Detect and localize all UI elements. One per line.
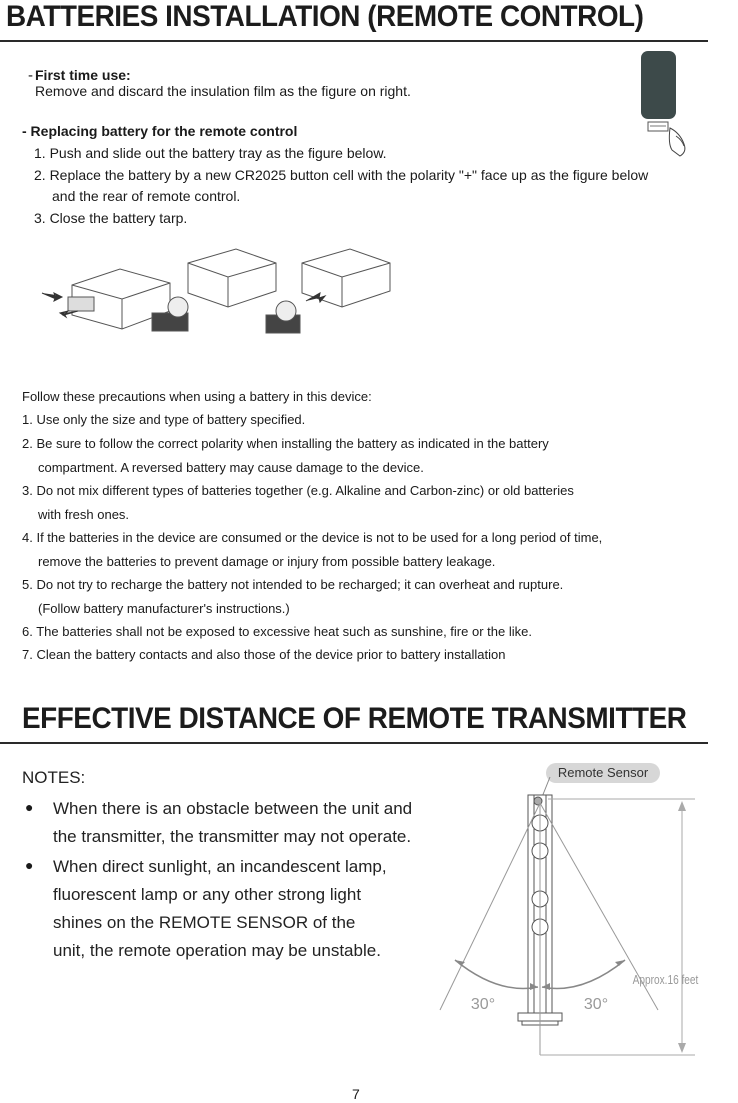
note-2-line-3: shines on the REMOTE SENSOR of the <box>53 913 356 932</box>
remote-body <box>641 51 676 119</box>
page-number: 7 <box>352 1086 360 1102</box>
distance-label: Approx.16 feet <box>632 973 699 988</box>
figure-3-close-tray <box>266 249 390 333</box>
note-2-line-2: fluorescent lamp or any other strong light <box>53 885 362 904</box>
replace-step-1: 1. Push and slide out the battery tray as the figure below. <box>34 145 387 161</box>
first-use-heading: First time use: <box>35 67 131 83</box>
battery-replacement-illustration <box>30 245 400 345</box>
sensor-label: Remote Sensor <box>557 765 649 780</box>
angle-arc-left <box>455 960 538 988</box>
angle-arc-right <box>542 960 625 988</box>
precaution-3-cont: with fresh ones. <box>38 507 130 522</box>
bullet-icon: ● <box>25 857 34 873</box>
arrowhead-icon <box>678 801 686 811</box>
remote-control-illustration <box>636 48 696 158</box>
precaution-3: 3. Do not mix different types of batteries together (e.g. Alkaline and Carbon-zinc) or old batteries <box>22 483 574 498</box>
remote-range-diagram <box>410 755 720 1065</box>
note-2-line-1: When direct sunlight, an incandescent lamp, <box>53 857 387 876</box>
replace-step-2-cont: and the rear of remote control. <box>52 188 241 204</box>
note-1-line-1: When there is an obstacle between the unit and <box>53 799 413 818</box>
arrow-in-icon <box>42 293 62 301</box>
section-title-batteries: BATTERIES INSTALLATION (REMOTE CONTROL) <box>6 0 644 33</box>
angle-label-left: 30° <box>470 996 496 1013</box>
precaution-4: 4. If the batteries in the device are consumed or the device is not to be used for a long period of time, <box>22 530 603 545</box>
replacing-heading: - Replacing battery for the remote control <box>22 123 298 139</box>
precaution-7: 7. Clean the battery contacts and also those of the device prior to battery installation <box>22 647 506 662</box>
title-divider <box>0 40 708 42</box>
precaution-1: 1. Use only the size and type of battery specified. <box>22 412 306 427</box>
angle-label-right: 30° <box>583 996 609 1013</box>
precautions-intro: Follow these precautions when using a battery in this device: <box>22 389 372 404</box>
first-use-dash: - <box>28 67 33 84</box>
notes-heading: NOTES: <box>22 768 86 787</box>
arrowhead-icon <box>678 1043 686 1053</box>
precaution-2: 2. Be sure to follow the correct polarity when installing the battery as indicated in the battery <box>22 436 549 451</box>
precaution-5: 5. Do not try to recharge the battery not intended to be recharged; it can overheat and rupture. <box>22 577 564 592</box>
replace-step-2: 2. Replace the battery by a new CR2025 button cell with the polarity "+" face up as the figure below <box>34 167 649 183</box>
first-use-text: Remove and discard the insulation film as the figure on right. <box>35 83 411 99</box>
title-divider-2 <box>0 742 708 744</box>
note-1-line-2: the transmitter, the transmitter may not operate. <box>53 827 412 846</box>
precaution-2-cont: compartment. A reversed battery may cause damage to the device. <box>38 460 424 475</box>
precaution-6: 6. The batteries shall not be exposed to excessive heat such as sunshine, fire or the like. <box>22 624 532 639</box>
bullet-icon: ● <box>25 799 34 815</box>
precaution-5-cont: (Follow battery manufacturer's instructions.) <box>38 601 290 616</box>
precaution-4-cont: remove the batteries to prevent damage or injury from possible battery leakage. <box>38 554 496 569</box>
arrowhead-icon <box>615 960 625 966</box>
replace-step-3: 3. Close the battery tarp. <box>34 210 188 226</box>
section-title-effective-distance: EFFECTIVE DISTANCE OF REMOTE TRANSMITTER <box>22 702 687 735</box>
figure-2-replace-cell <box>152 249 276 331</box>
note-2-line-4: unit, the remote operation may be unstable. <box>53 941 381 960</box>
range-boundary-left <box>440 803 540 1010</box>
